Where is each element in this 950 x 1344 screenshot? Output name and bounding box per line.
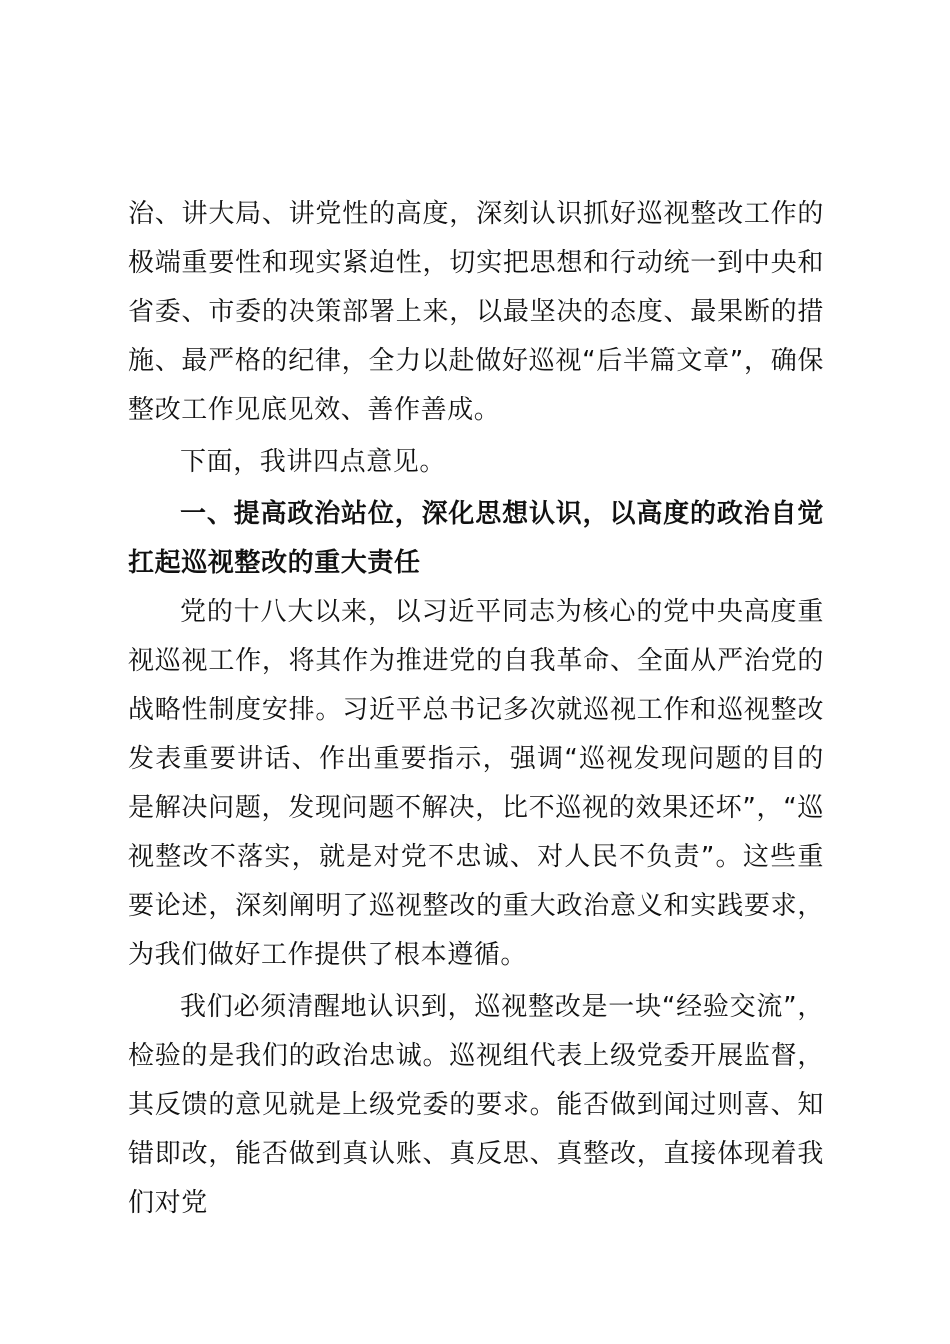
paragraph-body: 党的十八大以来，以习近平同志为核心的党中央高度重视巡视工作，将其作为推进党的自我革命、全面从严治党的战略性制度安排。习近平总书记多次就巡视工作和巡视整改发表重要讲话、作出重要指示，强调“巡视发现问题的目的是解决问题，发现问题不解决，比不巡视的效果还坏”，“巡视整改不落实，就是对党不忠诚、对人民不负责”。这些重要论述，深刻阐明了巡视整改的重大政治意义和实践要求，为我们做好工作提供了根本遵循。 [128, 597, 824, 970]
paragraph-body: 我们必须清醒地认识到，巡视整改是一块“经验交流”，检验的是我们的政治忠诚。巡视组代表上级党委开展监督，其反馈的意见就是上级党委的要求。能否做到闻过则喜、知错即改，能否做到真认账、真反思、真整改，直接体现着我们对党 [128, 992, 824, 1218]
paragraph-continuation: 治、讲大局、讲党性的高度，深刻认识抓好巡视整改工作的极端重要性和现实紧迫性，切实把思想和行动统一到中央和省委、市委的决策部署上来，以最坚决的态度、最果断的措施、最严格的纪律，全力以赴做好巡视“后半篇文章”，确保整改工作见底见效、善作善成。 [128, 199, 824, 425]
section-heading: 一、提高政治站位，深化思想认识，以高度的政治自觉扛起巡视整改的重大责任 [128, 499, 824, 578]
document-body [128, 190, 824, 1228]
paragraph-intro: 下面，我讲四点意见。 [180, 447, 447, 477]
